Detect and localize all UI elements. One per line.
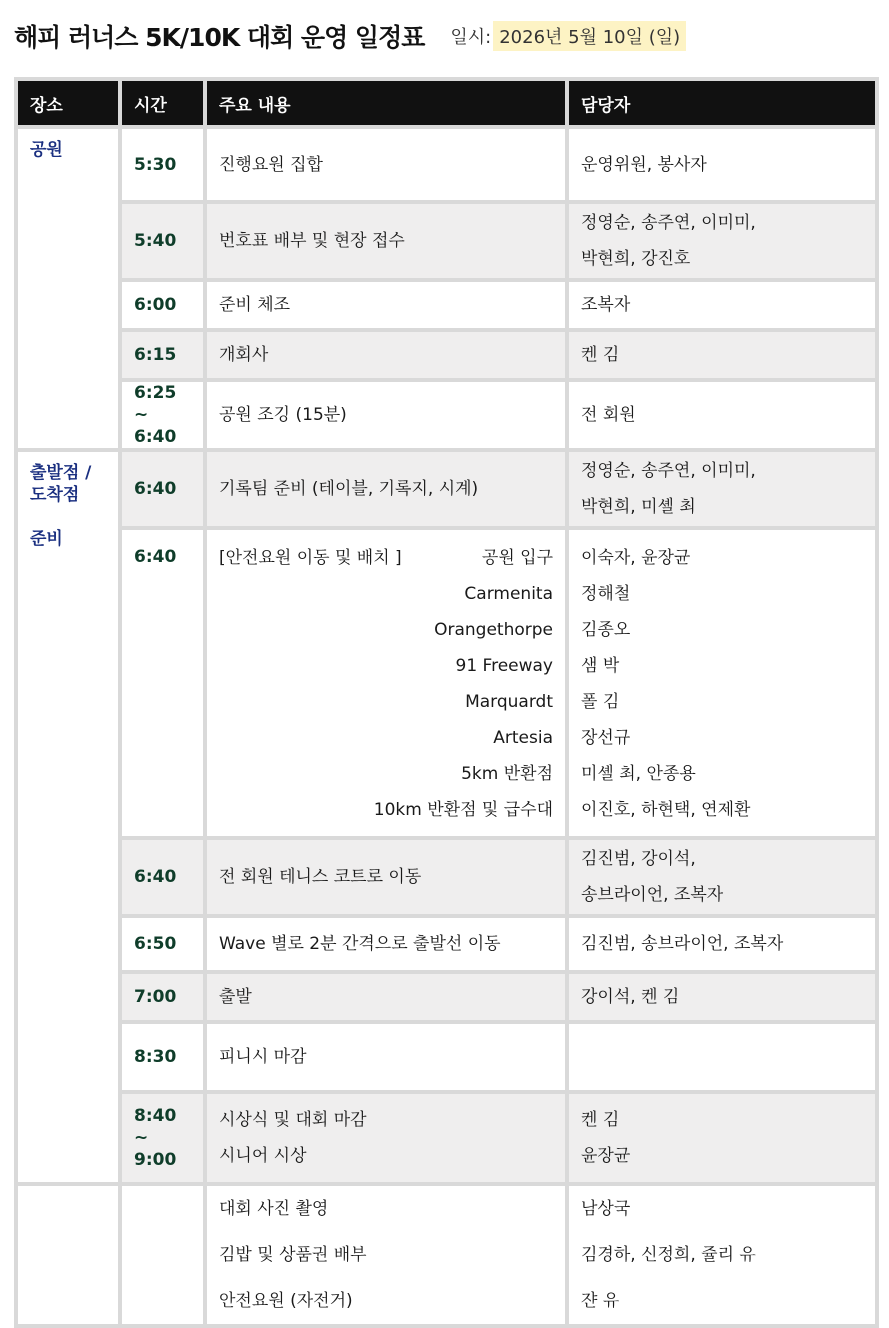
task-text: 91 Freeway: [455, 656, 553, 676]
time-cell: 5:30: [122, 129, 203, 200]
owner-text: 켄 김: [581, 345, 620, 365]
owner-text: 박현희, 미셸 최: [581, 497, 696, 517]
task-cell: [207, 1094, 565, 1182]
owner-text: 김경하, 신정희, 쥴리 유: [581, 1245, 756, 1265]
time-cell: 6:15: [122, 332, 203, 378]
task-text: Carmenita: [464, 584, 553, 604]
owner-cell: [569, 840, 875, 914]
page-title: 해피 러너스 5K/10K 대회 운영 일정표: [14, 23, 425, 52]
task-text: Artesia: [493, 728, 553, 748]
task-text: 김밥 및 상품권 배부: [219, 1245, 367, 1265]
owner-text: 윤장균: [581, 1146, 631, 1166]
time-cell: 6:00: [122, 282, 203, 328]
time-cell: 8:40 ~ 9:00: [122, 1094, 203, 1182]
task-cell: [207, 530, 565, 836]
table-row: [18, 1094, 875, 1182]
task-cell: [207, 204, 565, 278]
place-cell-park: [18, 129, 118, 448]
time-cell: [122, 1186, 203, 1324]
date-value: 2026년 5월 10일 (일): [493, 21, 686, 51]
task-cell: [207, 918, 565, 970]
task-text: Wave 별로 2분 간격으로 출발선 이동: [219, 934, 501, 954]
task-text: 시니어 시상: [219, 1146, 307, 1166]
place-label: 준비: [30, 529, 63, 549]
owner-cell: [569, 1186, 875, 1324]
owner-text: 강이석, 켄 김: [581, 987, 680, 1007]
column-header-place: 장소: [18, 81, 118, 125]
task-text: 피니시 마감: [219, 1047, 307, 1067]
time-cell: 6:25 ~ 6:40: [122, 382, 203, 448]
owner-text: 박현희, 강진호: [581, 249, 691, 269]
owner-cell: [569, 282, 875, 328]
task-text: 기록팀 준비 (테이블, 기록지, 시계): [219, 479, 479, 499]
owner-cell: [569, 382, 875, 448]
task-text: 준비 체조: [219, 295, 291, 315]
owner-cell: [569, 1024, 875, 1090]
table-row: [18, 204, 875, 278]
owner-text: 정해철: [581, 584, 631, 604]
task-text: 전 회원 테니스 코트로 이동: [219, 867, 422, 887]
table-row: [18, 1024, 875, 1090]
task-cell: [207, 1186, 565, 1324]
time-cell: 5:40: [122, 204, 203, 278]
page-header: [14, 14, 686, 58]
task-text: 시상식 및 대회 마감: [219, 1110, 367, 1130]
owner-cell: [569, 530, 875, 836]
column-header-task: 주요 내용: [207, 81, 565, 125]
table-row: [18, 382, 875, 448]
task-cell: [207, 129, 565, 200]
table-row: [18, 282, 875, 328]
owner-text: 정영순, 송주연, 이미미,: [581, 461, 756, 481]
task-cell: [207, 452, 565, 526]
task-text: 공원 조깅 (15분): [219, 405, 347, 425]
place-cell-empty: [18, 1186, 118, 1324]
time-cell: 8:30: [122, 1024, 203, 1090]
table-row: [18, 332, 875, 378]
owner-text: 김진범, 강이석,: [581, 849, 696, 869]
place-label: 도착점: [30, 485, 80, 505]
owner-text: 전 회원: [581, 405, 636, 425]
task-cell: [207, 282, 565, 328]
time-cell: 6:40: [122, 452, 203, 526]
task-text: 진행요원 집합: [219, 154, 323, 175]
task-text: 10km 반환점 및 급수대: [373, 800, 553, 820]
owner-text: 조복자: [581, 295, 631, 315]
owner-text: 김종오: [581, 620, 631, 640]
owner-text: 장선규: [581, 728, 631, 748]
owner-text: 미셸 최, 안종용: [581, 764, 696, 784]
place-label: 공원: [30, 140, 63, 160]
table-row: [18, 840, 875, 914]
task-text: 번호표 배부 및 현장 접수: [219, 231, 405, 251]
owner-text: 쟌 유: [581, 1291, 620, 1311]
task-cell: [207, 332, 565, 378]
column-header-owner: 담당자: [569, 81, 875, 125]
time-cell: 6:50: [122, 918, 203, 970]
table-row: [18, 918, 875, 970]
place-cell-start-finish: [18, 452, 118, 1182]
task-cell: [207, 974, 565, 1020]
owner-text: 남상국: [581, 1199, 631, 1219]
owner-text: 샘 박: [581, 656, 620, 676]
table-row: [18, 129, 875, 200]
owner-text: 김진범, 송브라이언, 조복자: [581, 934, 784, 954]
owner-cell: [569, 974, 875, 1020]
task-text: 안전요원 (자전거): [219, 1291, 353, 1311]
column-header-time: 시간: [122, 81, 203, 125]
time-cell: 7:00: [122, 974, 203, 1020]
time-cell: 6:40: [122, 840, 203, 914]
table-row: [18, 530, 875, 836]
owner-cell: [569, 129, 875, 200]
schedule-table: [14, 77, 879, 1328]
owner-cell: [569, 1094, 875, 1182]
task-text: 5km 반환점: [461, 764, 553, 784]
task-line: [219, 540, 553, 576]
owner-text: 이숙자, 윤장균: [581, 548, 691, 568]
owner-text: 송브라이언, 조복자: [581, 885, 724, 905]
owner-text: 폴 김: [581, 692, 620, 712]
task-text: Orangethorpe: [434, 620, 553, 640]
date-label: 일시:: [450, 27, 492, 48]
task-text: 대회 사진 촬영: [219, 1199, 329, 1219]
owner-cell: [569, 918, 875, 970]
task-text: 출발: [219, 987, 252, 1007]
owner-cell: [569, 204, 875, 278]
owner-text: 켄 김: [581, 1110, 620, 1130]
task-cell: [207, 1024, 565, 1090]
table-row: [18, 452, 875, 526]
place-label: 출발점 /: [30, 463, 92, 483]
owner-cell: [569, 332, 875, 378]
table-header-row: [18, 81, 875, 125]
owner-text: 운영위원, 봉사자: [581, 154, 707, 175]
task-text: 공원 입구: [481, 548, 553, 568]
task-text: 개회사: [219, 345, 269, 365]
owner-text: 정영순, 송주연, 이미미,: [581, 213, 756, 233]
time-cell: 6:40: [122, 530, 203, 836]
task-cell: [207, 382, 565, 448]
owner-text: 이진호, 하현택, 연제환: [581, 800, 751, 820]
table-row: [18, 974, 875, 1020]
owner-cell: [569, 452, 875, 526]
task-heading: [안전요원 이동 및 배치 ]: [219, 548, 402, 568]
table-row: [18, 1186, 875, 1324]
task-cell: [207, 840, 565, 914]
task-text: Marquardt: [465, 692, 553, 712]
